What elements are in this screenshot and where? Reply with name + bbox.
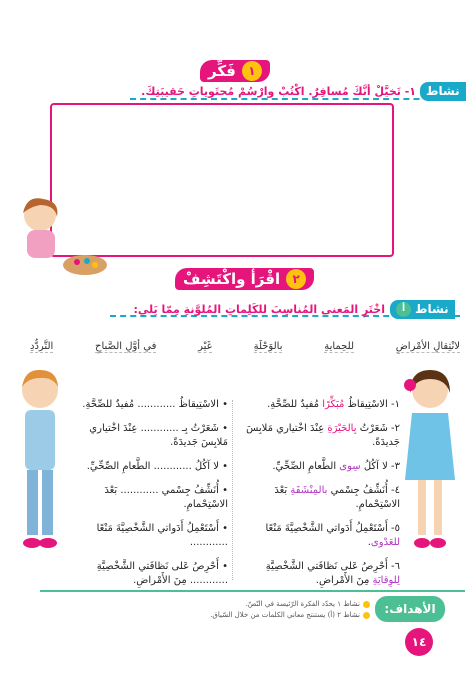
goal-item: نشاط ١ يحدّد الفكرة الرّئيسة في النّصّ. — [160, 600, 370, 608]
girl-shoe — [430, 538, 446, 548]
list-item: ٦- أَحْرِصُ عَلى نَظافَتي الشَّخْصِيَّةِ لِلوِقايَةِ مِنَ الأَمْراضِ. — [265, 561, 400, 586]
sentence-list-left — [68, 398, 228, 598]
section2-number: ٢ — [286, 269, 306, 289]
activity2-letter: أ — [396, 302, 411, 317]
list-item: ١- الاسْتِيقاظُ مُبَكِّرًا مُفيدٌ للصِّحَّةِ. — [267, 399, 400, 410]
paint-dot — [74, 259, 80, 265]
activity2-tag — [390, 300, 455, 319]
girl-dress — [405, 413, 455, 480]
hair-bow — [404, 379, 416, 391]
section2-title: اقْرَأْ واكْتَشِفْ — [183, 270, 281, 288]
colored-word: بِالحَيْرَةِ — [327, 423, 357, 434]
word-bank-item: في أوَّلِ الصَّباحِ — [95, 341, 157, 352]
goals-divider — [40, 590, 465, 592]
goals-label: الأهداف: — [375, 596, 445, 622]
girl-shoe — [414, 538, 430, 548]
paint-dot — [84, 258, 90, 264]
fill-blank-item[interactable]: • الاسْتِيقاظُ ............ مُفيدٌ للصِّحَّةِ. — [82, 399, 228, 410]
section2-header — [175, 268, 314, 290]
colored-word: مُبَكِّرًا — [322, 399, 345, 410]
word-bank — [30, 330, 460, 364]
activity2-instruction: اخْتَرِ المَعنى المُناسِبَ للكَلِماتِ المُلوَّنةِ مِمّا يَلي: — [133, 303, 385, 316]
word-bank-item: بالوَحْلَةِ — [253, 341, 283, 352]
boy-illustration — [15, 365, 65, 555]
colored-word: للعَدْوى — [370, 537, 400, 548]
bullet-icon — [363, 612, 370, 619]
bullet-icon — [363, 601, 370, 608]
fill-blank-item[interactable]: • لا آكُلُ ............ الطَّعامِ الصِّحِّيِّ. — [86, 461, 228, 472]
fill-blank-item[interactable]: • أَحْرِصُ عَلى نَظافَتي الشَّخْصِيَّةِ ............ مِنَ الأَمْراضِ. — [96, 561, 228, 586]
paint-palette — [63, 255, 107, 275]
activity1-tag: نشاط — [420, 82, 466, 101]
colored-word: سِوى — [339, 461, 361, 472]
fill-blank-item[interactable]: • شَعَرْتُ بِـ ............ عِنْدَ اخْتياري مَلابِسَ جَديدَةً. — [89, 423, 228, 448]
list-item: ٥- أَسْتَعْمِلُ أَدَواتي الشَّخْصِيَّةَ مَنْعًا للعَدْوى. — [265, 523, 400, 548]
girl-painting-illustration — [5, 195, 120, 280]
fill-blank-item[interactable]: • أَسْتَعْمِلُ أَدَواتي الشَّخْصِيَّةَ مَنْعًا ............ — [96, 523, 228, 548]
section1-title: فَكِّر — [208, 62, 236, 80]
section1-number: ١ — [242, 61, 262, 81]
activity1-instruction: ١- تَخيَّلْ أنَّكَ مُسافِرٌ. اكْتُبْ وارْسُمْ مُحتَوياتِ حَقيبَتِكَ. — [141, 85, 416, 98]
colored-word: بالمِنْشَفَةِ — [290, 485, 328, 496]
column-divider — [232, 400, 233, 580]
list-item: ٣- لا آكُلُ سِوى الطَّعامِ الصِّحِّيِّ. — [272, 461, 400, 472]
word-bank-item: غَيْر — [198, 341, 212, 352]
girl-leg — [418, 480, 426, 535]
paint-dot — [92, 262, 98, 268]
girl-illustration — [400, 365, 460, 555]
fill-blank-item[interactable]: • أُنَشِّفُ جِسْمي ............ بَعْدَ الاسْتِحْمامِ. — [104, 485, 228, 510]
goals-list — [160, 600, 370, 619]
girl-dress — [27, 230, 55, 258]
list-item: ٢- شَعَرْتُ بِالحَيْرَةِ عِنْدَ اخْتياري مَلابِسَ جَديدَةً. — [246, 423, 400, 448]
boy-leg — [27, 470, 38, 535]
page-number: ١٤ — [405, 628, 433, 656]
boy-leg — [42, 470, 53, 535]
girl-leg — [434, 480, 442, 535]
activity2-tag-label: نشاط — [415, 302, 449, 316]
colored-word: لِلوِقايَةِ — [372, 575, 400, 586]
sentence-list-right — [238, 398, 400, 598]
word-bank-item: التَّردُّدِ — [30, 341, 54, 352]
word-bank-item: للحِمايةِ — [324, 341, 354, 352]
boy-overalls — [25, 410, 55, 470]
boy-shoe — [23, 538, 41, 548]
list-item: ٤- أُنَشِّفُ جِسْمي بالمِنْشَفَةِ بَعْدَ الاسْتِحْمامِ. — [274, 485, 400, 510]
goal-item: نشاط ٢ (أ) يستنتج معاني الكلمات من خلال السّياق. — [160, 611, 370, 619]
boy-shoe — [39, 538, 57, 548]
section1-header — [200, 60, 270, 82]
word-bank-item: لانْتِقالِ الأمْراضِ — [395, 341, 460, 352]
